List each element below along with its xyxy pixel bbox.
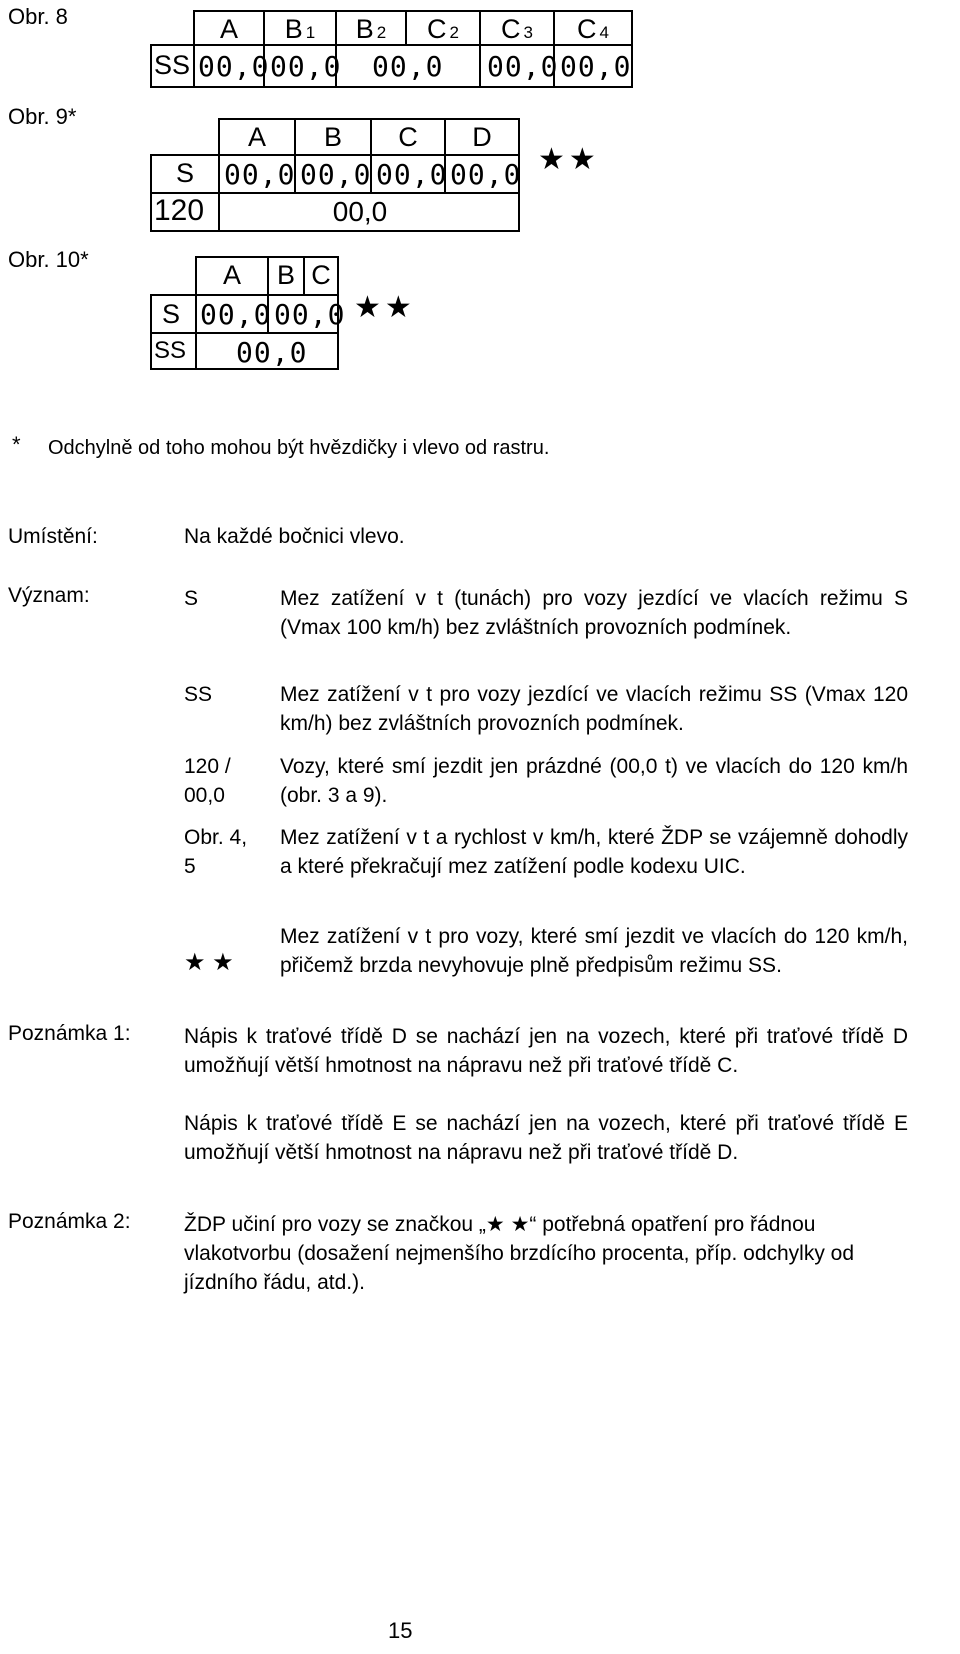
page-number: 15: [388, 1618, 413, 1643]
fig8-header-b2: B 2: [335, 10, 407, 46]
fig9-row2-value: 00,0: [332, 196, 388, 227]
fig9-row1-label: S: [176, 158, 195, 188]
meaning-stars-term: ★ ★: [184, 949, 234, 976]
fig10-value: 00,0: [274, 298, 346, 331]
meaning-term: 120 / 00,0: [184, 755, 231, 807]
fig8-grid: [150, 10, 636, 90]
fig8-value: 00,0: [198, 50, 270, 83]
meaning-desc: Mez zatížení v t pro vozy jezdící ve vlacích režimu SS (Vmax 120 km/h) bez zvláštních provozních podmínek.: [280, 683, 908, 735]
fig9-stars: ★★: [538, 143, 600, 176]
note2-label: Poznámka 2:: [8, 1210, 131, 1233]
fig8-header-c4: C 4: [553, 10, 633, 46]
note1-label: Poznámka 1:: [8, 1022, 131, 1045]
meaning-desc: Vozy, které smí jezdit jen prázdné (00,0 t) ve vlacích do 120 km/h (obr. 3 a 9).: [280, 755, 908, 807]
fig8-value: 00,0: [270, 50, 342, 83]
fig10-row2-label: SS: [154, 337, 187, 364]
fig10-grid: [150, 256, 346, 372]
meaning-term: S: [184, 587, 199, 610]
fig9-value: 00,0: [300, 158, 372, 191]
meaning-term: SS: [184, 683, 213, 706]
fig9-row2-label: 120: [154, 194, 205, 227]
fig10-header-c: C: [303, 256, 339, 296]
fig10-label: Obr. 10*: [8, 247, 89, 272]
fig8-value: 00,0: [372, 50, 444, 83]
fig8-row-label: SS: [154, 50, 191, 80]
note1-paragraph-1: Nápis k traťové třídě D se nachází jen na vozech, které při traťové třídě D umožňují větší hmotnost na nápravu než při traťové třídě C.: [184, 1025, 908, 1077]
fig9-header-c: C: [370, 118, 446, 156]
fig9-value: 00,0: [224, 158, 296, 191]
fig9-header-d: D: [444, 118, 520, 156]
fig10-value: 00,0: [200, 298, 272, 331]
fig10-header-a: A: [195, 256, 269, 296]
placement-label: Umístění:: [8, 525, 98, 548]
fig9-value: 00,0: [376, 158, 448, 191]
fig8-label: Obr. 8: [8, 4, 68, 29]
fig10-row2-value: 00,0: [236, 336, 308, 369]
fig8-header-c2: C 2: [405, 10, 481, 46]
note2-text: ŽDP učiní pro vozy se značkou „★ ★“ potřebná opatření pro řádnou vlakotvorbu (dosažení nejmenšího brzdícího procenta, příp. odchylky od jízdního řádu, atd.).: [184, 1213, 855, 1294]
meaning-desc: Mez zatížení v t a rychlost v km/h, které ŽDP se vzájemně dohodly a které překračují mez zatížení podle kodexu UIC.: [280, 826, 908, 878]
fig8-header-c3: C 3: [479, 10, 555, 46]
fig9-header-b: B: [294, 118, 372, 156]
fig8-value: 00,0: [560, 50, 632, 83]
fig8-header-b1: B 1: [263, 10, 337, 46]
fig8-header-a: A: [193, 10, 265, 46]
footnote-mark: *: [12, 432, 21, 457]
meaning-term: Obr. 4, 5: [184, 826, 248, 878]
note1-paragraph-2: Nápis k traťové třídě E se nachází jen na vozech, které při traťové třídě E umožňují větší hmotnost na nápravu než při traťové třídě D.: [184, 1112, 908, 1164]
fig9-header-a: A: [218, 118, 296, 156]
placement-text: Na každé bočnici vlevo.: [184, 525, 405, 548]
fig9-label: Obr. 9*: [8, 104, 77, 129]
fig10-stars: ★★: [354, 291, 416, 324]
meaning-desc: Mez zatížení v t pro vozy, které smí jezdit ve vlacích do 120 km/h, přičemž brzda nevyhovuje plně předpisům režimu SS.: [280, 925, 908, 977]
fig9-grid: [150, 118, 522, 234]
footnote-text: Odchylně od toho mohou být hvězdičky i vlevo od rastru.: [48, 437, 550, 459]
meaning-desc: Mez zatížení v t (tunách) pro vozy jezdící ve vlacích režimu S (Vmax 100 km/h) bez zvláštních provozních podmínek.: [280, 587, 908, 639]
meaning-label: Význam:: [8, 584, 90, 607]
fig8-value: 00,0: [487, 50, 559, 83]
fig9-value: 00,0: [450, 158, 522, 191]
fig10-header-b: B: [267, 256, 305, 296]
fig10-row1-label: S: [162, 299, 181, 329]
